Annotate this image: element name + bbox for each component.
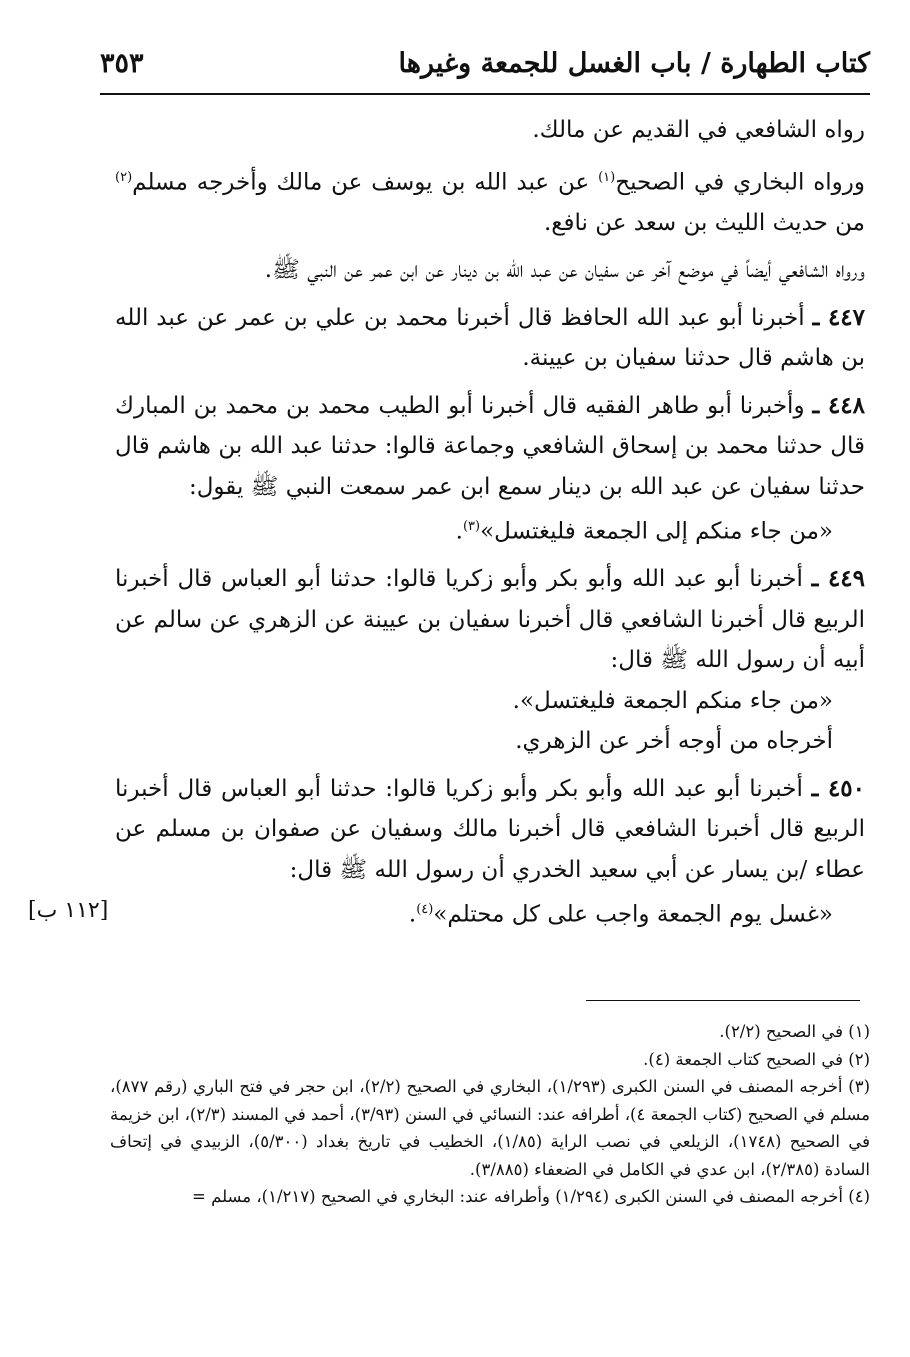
footnote-1: (١) في الصحيح (٢/٢). (719, 1022, 870, 1041)
hadith-448-text: وأخبرنا أبو طاهر الفقيه قال أخبرنا أبو الطيب محمد بن محمد بن المبارك قال حدثنا محمد بن إسحاق الشافعي وجماعة قالوا: حدثنا عبد الله بن هاشم قال حدثنا سفيان عن عبد الله بن دينار سمع ابن عمر سمعت النبي ﷺ يقول: (115, 392, 865, 500)
paragraph-2-text-b: عن عبد الله بن يوسف عن مالك وأخرجه مسلم (132, 169, 599, 196)
footnote-ref-2[interactable]: (٢) (115, 169, 133, 185)
paragraph-2-text-c: من حديث الليث بن سعد عن نافع. (543, 209, 865, 236)
main-text (115, 110, 865, 935)
footnote-4: (٤) أخرجه المصنف في السنن الكبرى (١/٢٩٤) وأطرافه عند: البخاري في الصحيح (١/٢١٧)، مسلم = (192, 1187, 870, 1206)
hadith-number-448: ٤٤٨ ـ (812, 391, 865, 419)
header-rule (100, 93, 870, 95)
hadith-448-quote (115, 507, 865, 552)
hadith-number-447: ٤٤٧ ـ (812, 303, 865, 331)
hadith-447 (115, 298, 865, 379)
hadith-450-quote (115, 890, 865, 935)
paragraph-3-text: ورواه الشافعي أيضاً في موضع آخر عن سفيان عن عبد الله بن دينار عن ابن عمر عن النبي ﷺ. (264, 257, 865, 284)
hadith-449-text: أخبرنا أبو عبد الله وأبو بكر وأبو زكريا قالوا: حدثنا أبو العباس قال أخبرنا الربيع قال أخبرنا الشافعي قال أخبرنا سفيان بن عيينة عن الزهري عن سالم عن أبيه أن رسول الله ﷺ قال: (115, 566, 865, 674)
hadith-448 (115, 386, 865, 508)
manuscript-folio-note: [١١٢ ب] (28, 898, 109, 923)
header-title: كتاب الطهارة / باب الغسل للجمعة وغيرها (398, 48, 870, 79)
hadith-448-quote-text: «من جاء منكم إلى الجمعة فليغتسل» (480, 518, 833, 545)
hadith-450-text: أخبرنا أبو عبد الله وأبو بكر وأبو زكريا قالوا: حدثنا أبو العباس قال أخبرنا الربيع قال أخبرنا الشافعي قال أخبرنا مالك وسفيان عن صفوان بن مسلم عن عطاء /بن يسار عن أبي سعيد الخدري أن رسول الله ﷺ قال: (115, 775, 865, 883)
paragraph-2 (115, 158, 865, 244)
paragraph-3 (115, 250, 865, 291)
running-header (100, 40, 870, 90)
paragraph-1 (115, 110, 865, 151)
footnote-ref-4[interactable]: (٤) (416, 902, 434, 918)
footnote-3: (٣) أخرجه المصنف في السنن الكبرى (١/٢٩٣)، البخاري في الصحيح (٢/٢)، ابن حجر في فتح الباري (رقم ٨٧٧)، مسلم في الصحيح (كتاب الجمعة ٤)، أطرافه عند: النسائي في السنن (٣/٩٣)، أحمد في المسند (٢/٣)، ابن خزيمة في الصحيح (١٧٤٨)، الزيلعي في نصب الراية (١/٨٥)، الخطيب في تاريخ بغداد (٥/٣٠٠)، الزبيدي في إتحاف السادة (٢/٣٨٥)، ابن عدي في الكامل في الضعفاء (٣/٨٨٥). (110, 1077, 870, 1179)
page-number: ٣٥٣ (100, 48, 144, 79)
footnote-ref-3[interactable]: (٣) (462, 519, 481, 535)
hadith-number-449: ٤٤٩ ـ (811, 565, 865, 593)
hadith-number-450: ٤٥٠ ـ (811, 774, 865, 802)
hadith-447-text: أخبرنا أبو عبد الله الحافظ قال أخبرنا محمد بن علي بن عمر عن عبد الله بن هاشم قال حدثنا سفيان بن عيينة. (115, 304, 865, 372)
hadith-448-quote-end: . (455, 518, 463, 545)
hadith-449-after-text: أخرجاه من أوجه أخر عن الزهري. (515, 728, 833, 755)
hadith-449-quote-text: «من جاء منكم الجمعة فليغتسل». (512, 687, 833, 714)
paragraph-2-text-a: ورواه البخاري في الصحيح (615, 169, 865, 196)
footnotes (110, 1018, 870, 1211)
footnote-2: (٢) في الصحيح كتاب الجمعة (٤). (643, 1049, 870, 1069)
hadith-449-after (115, 721, 865, 762)
hadith-450-quote-text: «غسل يوم الجمعة واجب على كل محتلم» (433, 901, 833, 928)
footnote-rule (586, 1000, 860, 1001)
hadith-450-quote-end: . (408, 901, 417, 928)
hadith-449-quote (115, 681, 865, 722)
hadith-450 (115, 769, 865, 891)
paragraph-1-text: رواه الشافعي في القديم عن مالك. (532, 117, 865, 143)
footnote-ref-1[interactable]: (١) (598, 169, 616, 185)
hadith-449 (115, 559, 865, 681)
